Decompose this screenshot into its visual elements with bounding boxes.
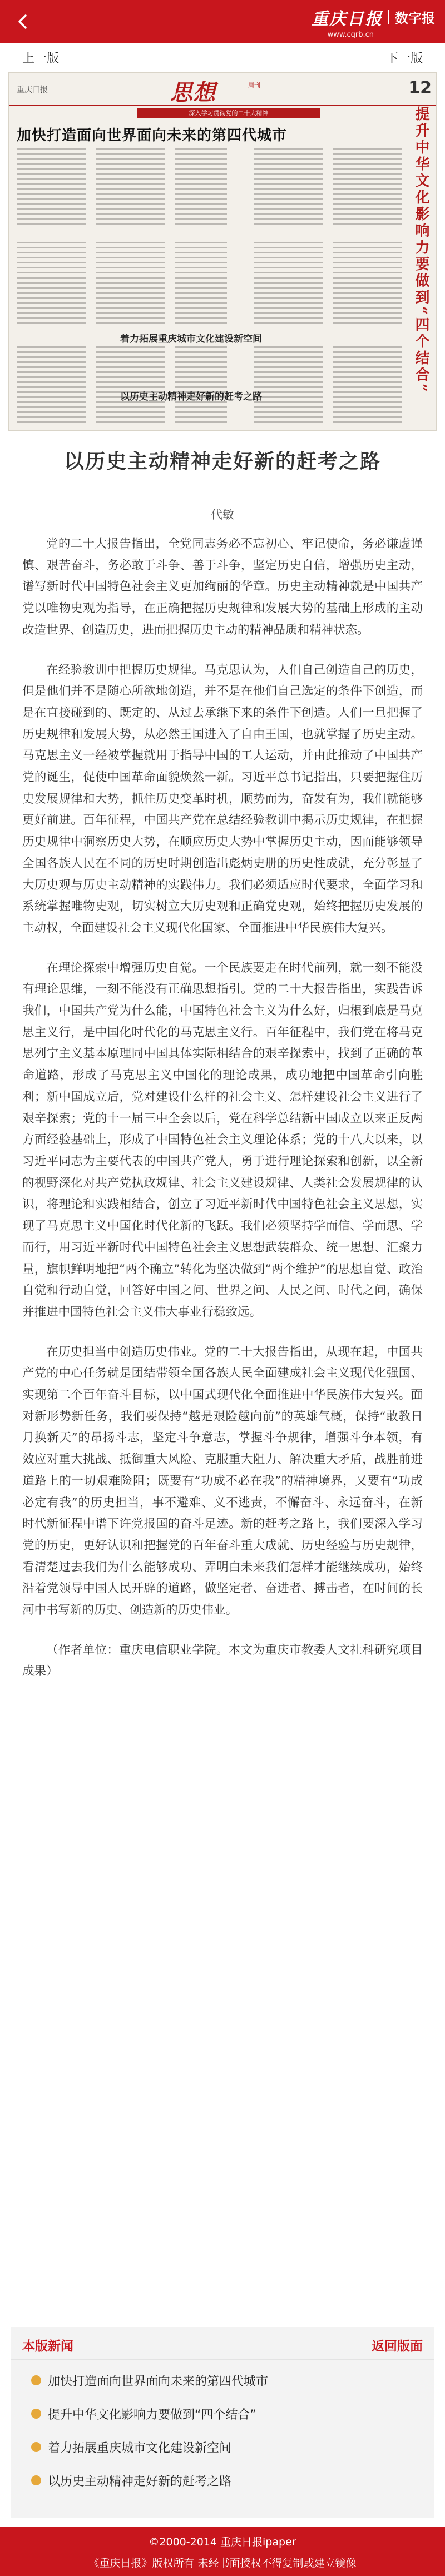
- preview-text-line: [17, 317, 86, 319]
- preview-text-line: [254, 346, 323, 348]
- preview-text-line: [333, 361, 402, 363]
- preview-text-line: [96, 148, 165, 150]
- preview-text-line: [254, 153, 323, 155]
- preview-text-line: [96, 242, 165, 243]
- preview-text-line: [175, 351, 227, 353]
- preview-text-line: [333, 322, 402, 324]
- preview-text-line: [96, 163, 165, 165]
- preview-text-line: [254, 168, 323, 170]
- preview-text-line: [254, 351, 323, 353]
- preview-text-line: [96, 361, 165, 363]
- preview-text-line: [17, 366, 86, 368]
- preview-text-line: [17, 421, 86, 423]
- preview-text-line: [175, 267, 227, 268]
- preview-title-sub: 周刊: [248, 82, 260, 89]
- preview-text-line: [254, 163, 323, 165]
- preview-text-line: [333, 386, 402, 388]
- preview-text-line: [333, 411, 402, 413]
- preview-text-line: [175, 247, 227, 248]
- preview-text-line: [254, 267, 323, 268]
- preview-text-line: [333, 267, 402, 268]
- preview-text-line: [254, 421, 323, 423]
- preview-text-line: [17, 213, 86, 215]
- preview-text-line: [333, 366, 402, 368]
- preview-text-line: [254, 361, 323, 363]
- preview-text-line: [96, 287, 165, 289]
- preview-text-line: [96, 356, 165, 358]
- preview-text-line: [96, 173, 165, 175]
- preview-page-number: 12: [408, 78, 432, 98]
- bullet-icon: [31, 2375, 41, 2385]
- article-paragraph: 在理论探索中增强历史自觉。一个民族要走在时代前列，就一刻不能没有理论思维，一刻不能没有正确思想指引。党的二十大报告指出，实践告诉我们，中国共产党为什么能，中国特色社会主义为什么好，归根到底是马克思主义行，是中国化时代化的马克思主义行。百年征程中，我们党在将马克思列宁主义基本原理同中国具体实际相结合的艰辛探索中，找到了正确的革命道路，形成了马克思主义中国化的理论成果，成功地把中国革命引向胜利；新中国成立后，党对建设什么样的社会主义、怎样建设社会主义进行了艰辛探索；党的十一届三中全会以后，党在科学总结新中国成立以来正反两方面经验基础上，形成了中国特色社会主义理论体系；党的十八大以来，以习近平同志为主要代表的中国共产党人，勇于进行理论探索和创新，以全新的视野深化对共产党执政规律、社会主义建设规律、人类社会发展规律的认识，将理论和实践相结合，创立了习近平新时代中国特色社会主义思想，实现了马克思主义中国化时代化新的飞跃。我们必须坚持学而信、学而思、学而行，用习近平新时代中国特色社会主义思想武装群众、统一思想、汇聚力量，旗帜鲜明地把“两个确立”转化为坚决做到“两个维护”的思想自觉、政治自觉和行动自觉，回答好中国之问、世界之问、人民之问、时代之问，确保并推进中国特色社会主义伟大事业行稳致远。: [22, 961, 423, 1319]
- preview-text-line: [175, 223, 227, 225]
- preview-text-line: [333, 247, 402, 248]
- prev-page-link[interactable]: 上一版: [22, 52, 60, 66]
- preview-text-line: [17, 198, 86, 200]
- preview-text-line: [96, 223, 165, 225]
- preview-text-line: [254, 148, 323, 150]
- preview-text-line: [333, 178, 402, 180]
- preview-text-line: [254, 376, 323, 378]
- preview-text-line: [254, 356, 323, 358]
- preview-text-line: [333, 257, 402, 258]
- preview-text-line: [17, 292, 86, 294]
- preview-text-line: [96, 198, 165, 200]
- preview-text-line: [175, 312, 227, 314]
- preview-text-line: [333, 242, 402, 243]
- preview-text-line: [175, 386, 227, 388]
- bullet-icon: [31, 2475, 41, 2485]
- preview-text-line: [96, 203, 165, 205]
- preview-text-line: [96, 218, 165, 220]
- preview-text-line: [96, 168, 165, 170]
- preview-text-line: [17, 361, 86, 363]
- preview-text-line: [333, 198, 402, 200]
- preview-text-line: [333, 292, 402, 294]
- preview-text-line: [17, 153, 86, 155]
- preview-text-line: [96, 213, 165, 215]
- preview-text-line: [254, 198, 323, 200]
- preview-text-line: [254, 252, 323, 253]
- related-news-item[interactable]: [11, 2364, 434, 2397]
- preview-text-line: [175, 188, 227, 190]
- preview-text-line: [175, 257, 227, 258]
- preview-text-line: [254, 277, 323, 279]
- preview-text-line: [17, 247, 86, 248]
- preview-text-line: [254, 218, 323, 220]
- preview-masthead: [9, 73, 437, 106]
- preview-text-line: [175, 322, 227, 324]
- preview-text-line: [96, 371, 165, 373]
- preview-text-line: [17, 262, 86, 263]
- preview-text-line: [175, 371, 227, 373]
- preview-text-line: [254, 406, 323, 408]
- preview-text-line: [175, 282, 227, 284]
- preview-text-line: [17, 267, 86, 268]
- article-paragraph: （作者单位：重庆电信职业学院。本文为重庆市教委人文社科研究项目成果）: [22, 1643, 423, 1679]
- next-page-link[interactable]: 下一版: [385, 52, 423, 66]
- preview-text-line: [175, 416, 227, 418]
- preview-text-line: [254, 223, 323, 225]
- preview-text-line: [17, 193, 86, 195]
- article-title: 以历史主动精神走好新的赶考之路: [63, 450, 381, 473]
- preview-text-line: [254, 257, 323, 258]
- preview-text-line: [254, 213, 323, 215]
- related-news-label: 提升中华文化影响力要做到“四个结合”: [48, 2408, 256, 2422]
- preview-text-line: [175, 307, 227, 309]
- preview-text-line: [96, 257, 165, 258]
- preview-text-line: [175, 361, 227, 363]
- preview-text-line: [333, 401, 402, 403]
- preview-text-line: [254, 371, 323, 373]
- preview-text-line: [175, 168, 227, 170]
- preview-text-line: [17, 371, 86, 373]
- preview-text-line: [175, 366, 227, 368]
- preview-text-line: [333, 153, 402, 155]
- preview-text-line: [254, 247, 323, 248]
- bullet-icon: [31, 2409, 41, 2419]
- preview-text-line: [254, 183, 323, 185]
- preview-text-line: [333, 163, 402, 165]
- preview-text-line: [333, 277, 402, 279]
- preview-text-line: [333, 317, 402, 319]
- preview-text-line: [333, 396, 402, 398]
- preview-text-line: [17, 272, 86, 273]
- preview-text-line: [333, 213, 402, 215]
- preview-text-line: [333, 421, 402, 423]
- preview-text-line: [333, 223, 402, 225]
- preview-text-line: [175, 208, 227, 210]
- preview-text-line: [17, 282, 86, 284]
- preview-text-line: [175, 213, 227, 215]
- preview-text-line: [96, 247, 165, 248]
- preview-text-line: [175, 411, 227, 413]
- preview-text-line: [254, 317, 323, 319]
- app-header: [0, 0, 445, 43]
- preview-text-line: [96, 312, 165, 314]
- preview-text-block: [17, 146, 400, 230]
- article-paragraph: 党的二十大报告指出，全党同志务必不忘初心、牢记使命，务必谦虚谨慎、艰苦奋斗，务必敢于斗争、善于斗争，坚定历史自信，增强历史主动，谱写新时代中国特色社会主义更加绚丽的华章。历史主动精神就是中国共产党以唯物史观为指导，在正确把握历史规律和发展大势的基础上形成的主动改造世界、创造历史，进而把握历史主动的精神品质和精神状态。: [22, 537, 423, 637]
- preview-text-line: [17, 173, 86, 175]
- preview-text-line: [17, 168, 86, 170]
- article-paragraph: 在经验教训中把握历史规律。马克思认为，人们自己创造自己的历史，但是他们并不是随心所欲地创造，并不是在他们自己选定的条件下创造，而是在直接碰到的、既定的、从过去承继下来的条件下创造。人们一旦把握了历史规律和发展大势，从必然王国进入了自由王国，也就掌握了历史主动。马克思主义一经被掌握就用于指导中国的工人运动，并由此推动了中国共产党的诞生，促使中国革命面貌焕然一新。习近平总书记指出，只要把握住历史发展规律和大势，抓住历史变革时机，顺势而为，奋发有为，我们就能够更好前进。百年征程，中国共产党在总结经验教训中揭示历史规律，在把握历史规律中洞察历史大势，在顺应历史大势中掌握历史主动，因而能够领导全国各族人民在不同的历史时期创造出彪炳史册的历史性成就，充分彰显了大历史观与历史主动精神的实践伟力。我们必须适应时代要求，全面学习和系统掌握唯物史观，切实树立大历史观和正确党史观，始终把握历史发展的主动权，全面建设社会主义现代化国家、全面推进中华民族伟大复兴。: [22, 663, 423, 935]
- preview-text-line: [175, 277, 227, 279]
- preview-text-line: [96, 188, 165, 190]
- preview-text-line: [175, 406, 227, 408]
- related-news-item[interactable]: [11, 2430, 434, 2464]
- related-news-title: 本版新闻: [22, 2339, 73, 2354]
- preview-text-line: [96, 277, 165, 279]
- back-arrow-icon: [14, 13, 31, 30]
- preview-text-line: [96, 307, 165, 309]
- preview-text-line: [254, 416, 323, 418]
- preview-text-line: [333, 193, 402, 195]
- article-paragraph: 在历史担当中创造历史伟业。党的二十大报告指出，从现在起，中国共产党的中心任务就是团结带领全国各族人民全面建成社会主义现代化强国、实现第二个百年奋斗目标，以中国式现代化全面推进中华民族伟大复兴。面对新形势新任务，我们要保持“越是艰险越向前”的英雄气概，保持“敢教日月换新天”的昂扬斗志，坚定斗争意志，掌握斗争规律，增强斗争本领，有效应对重大挑战、抵御重大风险、克服重大阻力、解决重大矛盾，战胜前进道路上的一切艰难险阻；既要有“功成不必在我”的精神境界，又要有“功成必定有我”的历史担当，事不避难、义不逃责，不懈奋斗、永远奋斗，在新时代新征程中谱下许党报国的奋斗足迹。新的赶考之路上，我们要深入学习党的历史，更好认识和把握党的百年奋斗重大成就、历史经验与历史规律，看清楚过去我们为什么能够成功、弄明白未来我们怎样才能继续成功，始终沿着党领导中国人民开辟的道路，做坚定者、奋进者、搏击者，在时间的长河中书写新的历史、创造新的历史伟业。: [22, 1345, 423, 1618]
- preview-text-line: [17, 376, 86, 378]
- preview-text-block: [17, 240, 400, 326]
- preview-text-line: [333, 391, 402, 393]
- preview-text-line: [96, 183, 165, 185]
- preview-text-line: [96, 416, 165, 418]
- preview-text-line: [96, 317, 165, 319]
- preview-text-line: [333, 168, 402, 170]
- preview-text-line: [175, 193, 227, 195]
- preview-text-line: [333, 208, 402, 210]
- preview-text-line: [254, 297, 323, 299]
- preview-text-line: [96, 411, 165, 413]
- preview-text-line: [96, 366, 165, 368]
- preview-text-line: [17, 391, 86, 393]
- preview-text-line: [17, 178, 86, 180]
- preview-text-line: [254, 386, 323, 388]
- preview-text-line: [333, 158, 402, 160]
- preview-text-line: [175, 203, 227, 205]
- preview-text-line: [333, 371, 402, 373]
- preview-text-line: [333, 183, 402, 185]
- preview-text-line: [175, 163, 227, 165]
- preview-text-line: [333, 188, 402, 190]
- preview-text-line: [254, 292, 323, 294]
- preview-text-line: [254, 178, 323, 180]
- preview-text-line: [17, 277, 86, 279]
- preview-text-line: [17, 297, 86, 299]
- preview-text-line: [17, 203, 86, 205]
- preview-text-line: [96, 153, 165, 155]
- preview-text-line: [96, 386, 165, 388]
- footer-copyright: ©2000-2014 重庆日报ipaper: [149, 2536, 296, 2548]
- preview-text-line: [175, 148, 227, 150]
- preview-text-line: [175, 346, 227, 348]
- preview-text-line: [333, 173, 402, 175]
- preview-logo: 重庆日报: [17, 86, 48, 95]
- related-news-list: [11, 2364, 434, 2497]
- preview-text-line: [17, 322, 86, 324]
- related-news-label: 以历史主动精神走好新的赶考之路: [48, 2474, 232, 2489]
- preview-text-line: [17, 148, 86, 150]
- preview-text-line: [175, 272, 227, 273]
- article-body: [22, 534, 423, 1701]
- brand-url: www.cqrb.cn: [327, 30, 374, 39]
- preview-text-line: [17, 257, 86, 258]
- preview-text-line: [17, 396, 86, 398]
- preview-text-line: [254, 158, 323, 160]
- preview-text-line: [254, 188, 323, 190]
- preview-text-block: [17, 344, 400, 425]
- preview-text-line: [254, 208, 323, 210]
- related-news-item[interactable]: [11, 2397, 434, 2430]
- preview-text-line: [333, 302, 402, 304]
- preview-text-line: [254, 312, 323, 314]
- preview-text-line: [254, 396, 323, 398]
- preview-text-line: [254, 411, 323, 413]
- preview-text-line: [96, 267, 165, 268]
- preview-text-line: [17, 406, 86, 408]
- preview-text-line: [254, 272, 323, 273]
- preview-text-line: [17, 252, 86, 253]
- preview-text-line: [175, 356, 227, 358]
- preview-text-line: [175, 153, 227, 155]
- preview-text-line: [17, 381, 86, 383]
- preview-text-line: [254, 282, 323, 284]
- preview-banner: 深入学习贯彻党的二十大精神: [137, 108, 320, 118]
- preview-text-line: [175, 297, 227, 299]
- preview-text-line: [333, 307, 402, 309]
- preview-text-line: [175, 376, 227, 378]
- preview-text-line: [333, 351, 402, 353]
- preview-text-line: [96, 351, 165, 353]
- preview-title: 思想: [170, 79, 216, 106]
- preview-text-line: [175, 421, 227, 423]
- preview-text-line: [17, 183, 86, 185]
- preview-text-line: [333, 252, 402, 253]
- preview-text-line: [96, 262, 165, 263]
- preview-text-line: [175, 317, 227, 319]
- brand-name: 重庆日报: [312, 9, 383, 29]
- preview-text-line: [333, 287, 402, 289]
- preview-text-line: [254, 401, 323, 403]
- preview-text-line: [96, 376, 165, 378]
- preview-text-line: [333, 282, 402, 284]
- preview-text-line: [17, 346, 86, 348]
- preview-text-line: [17, 312, 86, 314]
- preview-text-line: [333, 203, 402, 205]
- preview-text-line: [17, 307, 86, 309]
- preview-text-line: [17, 411, 86, 413]
- preview-text-line: [96, 406, 165, 408]
- page-navigation: [0, 43, 445, 71]
- preview-text-line: [175, 302, 227, 304]
- related-news-label: 加快打造面向世界面向未来的第四代城市: [48, 2374, 269, 2389]
- preview-text-line: [96, 322, 165, 324]
- page-preview-image[interactable]: [8, 72, 437, 431]
- preview-text-line: [254, 302, 323, 304]
- preview-text-line: [96, 381, 165, 383]
- preview-text-line: [96, 421, 165, 423]
- brand-logo: [312, 4, 435, 39]
- preview-text-line: [333, 218, 402, 220]
- article-author: 代敏: [211, 508, 234, 521]
- preview-text-line: [17, 163, 86, 165]
- brand-separator: [388, 10, 389, 24]
- preview-text-line: [96, 292, 165, 294]
- related-news-item[interactable]: [11, 2464, 434, 2497]
- preview-text-line: [333, 297, 402, 299]
- related-news-header: [11, 2327, 434, 2360]
- preview-text-line: [17, 287, 86, 289]
- preview-text-line: [175, 198, 227, 200]
- preview-text-line: [333, 346, 402, 348]
- back-to-page-link[interactable]: 返回版面: [372, 2339, 423, 2354]
- preview-text-line: [17, 188, 86, 190]
- preview-text-line: [17, 158, 86, 160]
- preview-text-line: [17, 223, 86, 225]
- preview-text-line: [96, 346, 165, 348]
- preview-text-line: [96, 252, 165, 253]
- preview-text-line: [333, 416, 402, 418]
- preview-text-line: [96, 178, 165, 180]
- preview-headline[interactable]: 加快打造面向世界面向未来的第四代城市: [17, 127, 288, 144]
- preview-text-line: [254, 173, 323, 175]
- preview-text-line: [96, 282, 165, 284]
- preview-text-line: [333, 262, 402, 263]
- related-news-panel: [11, 2327, 434, 2518]
- preview-text-line: [175, 262, 227, 263]
- preview-text-line: [175, 287, 227, 289]
- preview-headline-3[interactable]: 以历史主动精神走好新的赶考之路: [120, 391, 262, 402]
- preview-text-line: [333, 356, 402, 358]
- preview-text-line: [254, 366, 323, 368]
- preview-text-line: [96, 193, 165, 195]
- preview-text-line: [17, 386, 86, 388]
- preview-text-line: [17, 356, 86, 358]
- preview-text-line: [96, 208, 165, 210]
- preview-text-line: [17, 208, 86, 210]
- preview-side-headline[interactable]: 提升中华文化影响力要做到“四个结合”: [413, 106, 429, 394]
- footer-notice: 《重庆日报》版权所有 未经书面授权不得复制或建立镜像: [88, 2557, 357, 2569]
- footer: [0, 2527, 445, 2576]
- preview-text-line: [254, 242, 323, 243]
- preview-text-line: [96, 158, 165, 160]
- preview-text-line: [17, 401, 86, 403]
- preview-text-line: [254, 262, 323, 263]
- preview-text-line: [254, 322, 323, 324]
- preview-text-line: [96, 302, 165, 304]
- preview-text-line: [175, 292, 227, 294]
- preview-text-line: [17, 218, 86, 220]
- preview-text-line: [96, 297, 165, 299]
- preview-text-line: [254, 307, 323, 309]
- bullet-icon: [31, 2442, 41, 2452]
- preview-text-line: [175, 242, 227, 243]
- preview-text-line: [17, 351, 86, 353]
- preview-text-line: [175, 178, 227, 180]
- preview-text-line: [333, 148, 402, 150]
- preview-text-line: [254, 193, 323, 195]
- preview-text-line: [333, 272, 402, 273]
- preview-text-line: [175, 183, 227, 185]
- preview-text-line: [333, 381, 402, 383]
- preview-text-line: [175, 173, 227, 175]
- back-button[interactable]: [9, 8, 37, 36]
- preview-text-line: [17, 242, 86, 243]
- preview-text-line: [175, 252, 227, 253]
- preview-text-line: [254, 287, 323, 289]
- preview-text-line: [96, 272, 165, 273]
- preview-text-line: [254, 203, 323, 205]
- preview-text-line: [175, 218, 227, 220]
- preview-text-line: [333, 406, 402, 408]
- preview-text-line: [17, 302, 86, 304]
- preview-text-line: [254, 381, 323, 383]
- preview-text-line: [333, 312, 402, 314]
- preview-text-line: [17, 416, 86, 418]
- preview-text-line: [175, 381, 227, 383]
- preview-text-line: [333, 376, 402, 378]
- related-news-label: 着力拓展重庆城市文化建设新空间: [48, 2441, 232, 2455]
- preview-text-line: [254, 391, 323, 393]
- preview-headline-2[interactable]: 着力拓展重庆城市文化建设新空间: [120, 334, 262, 345]
- brand-tag: 数字报: [395, 11, 435, 26]
- preview-text-line: [175, 158, 227, 160]
